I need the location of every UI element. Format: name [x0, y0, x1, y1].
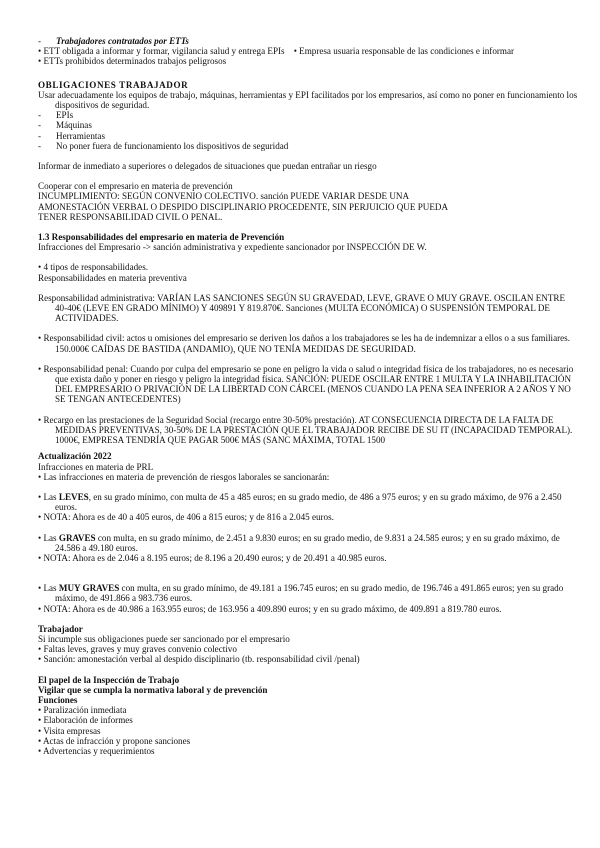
section-heading: OBLIGACIONES TRABAJADOR	[38, 79, 189, 90]
text-line: • Recargo en las prestaciones de la Seguridad Social (recargo entre 30-50% prestación). AT CONSECUENCIA DIRECTA DE LA FALTA DE	[38, 414, 554, 425]
list-item: • Paralización inmediata	[38, 705, 127, 716]
list-item	[38, 110, 578, 120]
dash-marker: -	[38, 36, 42, 46]
document-page	[38, 36, 578, 756]
text-line: dispositivos de seguridad.	[55, 100, 150, 111]
list-item	[38, 120, 578, 130]
section-heading: Trabajador	[38, 623, 83, 634]
text-line: • 4 tipos de responsabilidades.	[38, 262, 149, 273]
text-line: Cooperar con el empresario en materia de prevención	[38, 181, 233, 192]
text-line: • NOTA: Ahora es de 40.986 a 163.955 euros; de 163.956 a 409.890 euros; y en su grado máximo, de 409.891 a 819.780 euros.	[38, 603, 502, 614]
text-line: euros.	[55, 502, 77, 513]
list-item	[38, 36, 578, 46]
text-line: INCUMPLIMIENTO: SEGÚN CONVENIO COLECTIVO. sanción PUEDE VARIAR DESDE UNA	[38, 191, 410, 202]
list-item	[38, 131, 578, 141]
list-item-text: Máquinas	[56, 120, 92, 131]
text-line: • Responsabilidad penal: Cuando por culpa del empresario se pone en peligro la vida o salud o integridad física de los trabajadores, no es necesario	[38, 363, 574, 374]
list-item-text: Herramientas	[56, 130, 105, 141]
list-item-text: Trabajadores contratados por ETTs	[56, 36, 189, 46]
text-line: 40-40€ (LEVE EN GRADO MÍNIMO) Y 409891 Y 819.870€. Sanciones (MULTA ECONÓMICA) O SUSPENSIÓN TEMPORAL DE	[55, 303, 550, 314]
text-span: • Empresa usuaria responsable de las condiciones e informar	[293, 46, 515, 57]
text-line: Si incumple sus obligaciones puede ser sancionado por el empresario	[38, 633, 290, 644]
text-line: Usar adecuadamente los equipos de trabajo, máquinas, herramientas y EPI facilitados por los empresarios, así como no poner en funcionamiento los	[38, 89, 578, 100]
text-line: Funciones	[38, 694, 78, 705]
text-line: Vigilar que se cumpla la normativa laboral y de prevención	[38, 684, 268, 695]
text-line: • Las infracciones en materia de prevención de riesgos laborales se sancionarán:	[38, 471, 330, 482]
text-line: 150.000€ CAÍDAS DE BASTIDA (ANDAMIO), QUE NO TENÍA MEDIDAS DE SEGURIDAD.	[55, 343, 416, 354]
text-span: MUY GRAVES	[58, 583, 120, 594]
dash-marker: -	[38, 120, 42, 131]
section-heading: 1.3 Responsabilidades del empresario en materia de Prevención	[38, 232, 285, 243]
text-line: que exista daño y poner en riesgo y peligro la integridad física. SANCIÓN: PUEDE OSCILAR ENTRE 1 MULTA Y LA INHABILITACIÓN	[55, 374, 572, 385]
text-span: • ETT obligada a informar y formar, vigilancia salud y entrega EPIs	[38, 46, 285, 57]
text-span: • Las	[38, 491, 59, 502]
text-line: 24.586 a 49.180 euros.	[55, 542, 138, 553]
text-span: GRAVES	[58, 532, 96, 543]
list-item: • Visita empresas	[38, 725, 101, 736]
text-line: TENER RESPONSABILIDAD CIVIL O PENAL.	[38, 211, 223, 222]
list-item-text: No poner fuera de funcionamiento los dispositivos de seguridad	[56, 140, 289, 151]
text-line: 1000€, EMPRESA TENDRÍA QUE PAGAR 500€ MÁS (SANC MÁXIMA, TOTAL 1500	[55, 435, 386, 446]
list-item: • Advertencias y requerimientos	[38, 745, 155, 756]
section-heading: El papel de la Inspección de Trabajo	[38, 674, 180, 685]
text-span: • Las	[38, 532, 59, 543]
text-span: • Las	[38, 583, 59, 594]
text-line	[38, 533, 578, 543]
dash-marker: -	[38, 110, 42, 121]
text-line: máximo, de 491.866 a 983.736 euros.	[55, 593, 193, 604]
text-line: SE TENGAN ANTECEDENTES)	[55, 394, 181, 405]
list-item: • Elaboración de informes	[38, 715, 133, 726]
list-item: • Actas de infracción y propone sanciones	[38, 735, 191, 746]
text-line: • Sanción: amonestación verbal al despido disciplinario (tb. responsabilidad civil /penal)	[38, 654, 360, 665]
text-line: ACTIVIDADES.	[55, 313, 119, 324]
text-line	[38, 492, 578, 502]
text-line: MEDIDAS PREVENTIVAS, 30-50% DE LA PRESTACIÓN QUE EL TRABAJADOR RECIBE DE SU IT (INCAPACIDAD TEMPORAL).	[55, 424, 573, 435]
list-item-text: EPIs	[56, 110, 74, 121]
text-span: con multa, en su grado mínimo, de 2.451 a 9.830 euros; en su grado medio, de 9.831 a 24.585 euros; y en su grado máximo, de	[95, 532, 560, 543]
text-line: Informar de inmediato a superiores o delegados de situaciones que puedan entrañar un riesgo	[38, 161, 377, 172]
text-line: AMONESTACIÓN VERBAL O DESPIDO DISCIPLINARIO PROCEDENTE, SIN PERJUICIO QUE PUEDA	[38, 201, 449, 212]
text-line: • Faltas leves, graves y muy graves convenio colectivo	[38, 644, 237, 655]
text-line: Infracciones del Empresario -> sanción administrativa y expediente sancionador por INSPECCIÓN DE W.	[38, 242, 427, 253]
text-span: LEVES	[58, 491, 89, 502]
list-item	[38, 141, 578, 151]
text-line	[38, 46, 578, 56]
text-line	[38, 583, 578, 593]
text-line: Responsabilidad administrativa: VARÍAN LAS SANCIONES SEGÚN SU GRAVEDAD, LEVE, GRAVE O MUY GRAVE. OSCILAN ENTRE	[38, 292, 566, 303]
text-line: • Responsabilidad civil: actos u omisiones del empresario se deriven los daños a los trabajadores se les ha de indemnizar a ellos o a sus familiares.	[38, 333, 570, 344]
dash-marker: -	[38, 140, 42, 151]
text-span: , en su grado mínimo, con multa de 45 a 485 euros; en su grado medio, de 486 a 975 euros; y en su grado máximo, de 976 a 2.450	[88, 491, 562, 502]
text-line: Infracciones en materia de PRL	[38, 461, 154, 472]
text-line: • NOTA: Ahora es de 2.046 a 8.195 euros; de 8.196 a 20.490 euros; y de 20.491 a 40.985 euros.	[38, 552, 387, 563]
text-line: • NOTA: Ahora es de 40 a 405 euros, de 406 a 815 euros; y de 816 a 2.045 euros.	[38, 512, 334, 523]
section-heading: Actualización 2022	[38, 451, 112, 462]
text-line: • ETTs prohibidos determinados trabajos peligrosos	[38, 56, 227, 67]
text-line: DEL EMPRESARIO O PRIVACIÓN DE LA LIBERTAD CON CÁRCEL (MENOS CUANDO LA PENA SEA INFERIOR A 2 AÑOS Y NO	[55, 384, 571, 395]
text-line: Responsabilidades en materia preventiva	[38, 272, 187, 283]
dash-marker: -	[38, 130, 42, 141]
text-span: con multa, en su grado mínimo, de 49.181 a 196.745 euros; en su grado medio, de 196.746 a 491.865 euros; yen su grado	[119, 583, 564, 594]
